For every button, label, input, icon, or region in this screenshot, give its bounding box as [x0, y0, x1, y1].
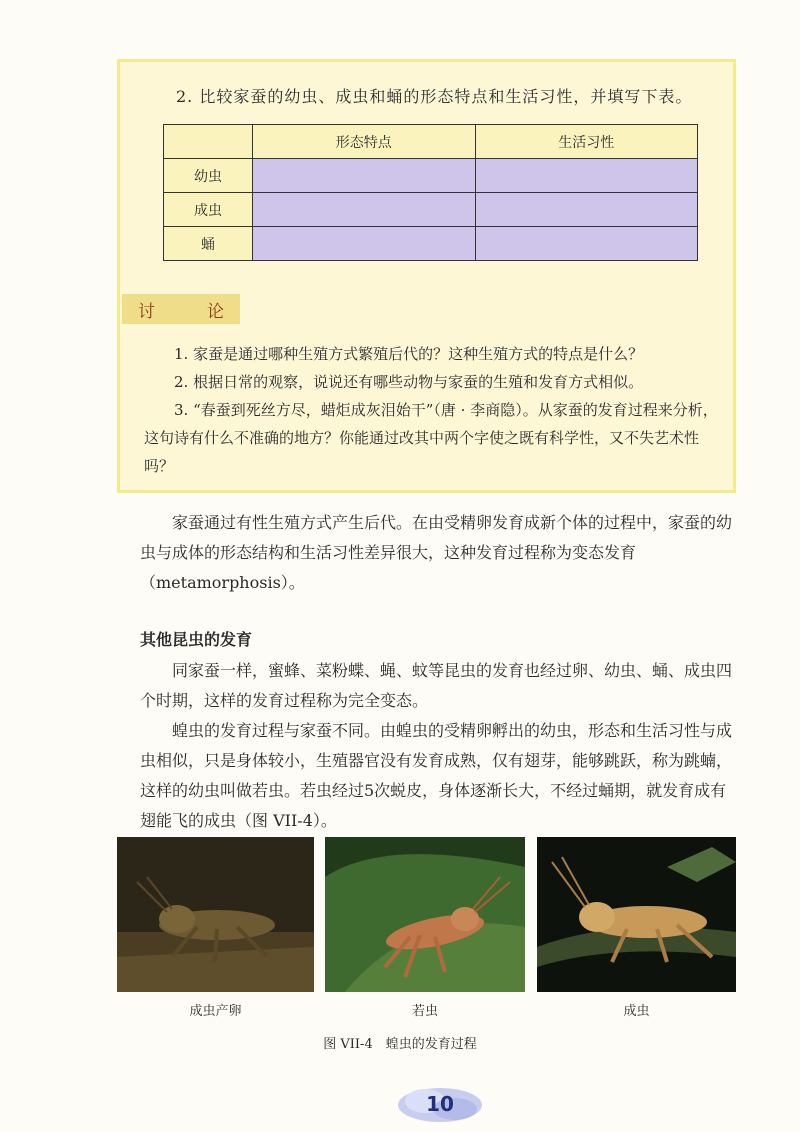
discussion-label [122, 294, 240, 324]
header-habits: 生活习性 [475, 125, 698, 159]
photo-adult [537, 837, 736, 992]
row-label-larva: 幼虫 [164, 159, 253, 193]
task-instruction: 2. 比较家蚕的幼虫、成虫和蛹的形态特点和生活习性，并填写下表。 [176, 87, 693, 106]
table-row [164, 227, 698, 261]
discussion-question-2: 2. 根据日常的观察，说说还有哪些动物与家蚕的生殖和发育方式相似。 [174, 373, 644, 391]
discussion-label-part: 论 [207, 301, 224, 322]
activity-box [117, 59, 736, 493]
cell-adult-habits[interactable] [475, 193, 698, 227]
section-title: 其他昆虫的发育 [140, 630, 253, 649]
page-number-text: 10 [426, 1092, 454, 1116]
paragraph-locust [140, 716, 740, 836]
caption-adult-laying-eggs: 成虫产卵 [189, 1004, 242, 1019]
photo-adult-laying-eggs [117, 837, 314, 992]
figure-caption: 图 VII-4 蝗虫的发育过程 [323, 1037, 477, 1052]
paragraph-text: 同家蚕一样，蜜蜂、菜粉蝶、蝇、蚊等昆虫的发育也经过卵、幼虫、蛹、成虫四个时期，这样的发育过程称为完全变态。 [140, 661, 733, 710]
row-label-pupa: 蛹 [164, 227, 253, 261]
row-label-adult: 成虫 [164, 193, 253, 227]
caption-adult: 成虫 [623, 1004, 650, 1019]
discussion-label-part: 讨 [138, 301, 155, 322]
paragraph-metamorphosis [140, 508, 740, 598]
paragraph-text: 蝗虫的发育过程与家蚕不同。由蝗虫的受精卵孵出的幼虫，形态和生活习性与成虫相似，只是身体较小，生殖器官没有发育成熟，仅有翅芽，能够跳跃，称为跳蝻，这样的幼虫叫做若虫。若虫经过5次蜕皮，身体逐渐长大，不经过蛹期，就发育成有翅能飞的成虫（图 VII-4）。 [140, 721, 733, 830]
table-row [164, 193, 698, 227]
page-number [395, 1083, 485, 1125]
photo-nymph [325, 837, 525, 992]
cell-larva-morphology[interactable] [253, 159, 476, 193]
table-row [164, 159, 698, 193]
paragraph-text: 家蚕通过有性生殖方式产生后代。在由受精卵发育成新个体的过程中，家蚕的幼虫与成体的形态结构和生活习性差异很大，这种发育过程称为变态发育（metamorphosis）。 [140, 513, 733, 592]
cell-larva-habits[interactable] [475, 159, 698, 193]
header-morphology: 形态特点 [253, 125, 476, 159]
discussion-question-3: 3. “春蚕到死丝方尽，蜡炬成灰泪始干”（唐 · 李商隐）。从家蚕的发育过程来分析，这句诗有什么不准确的地方？你能通过改其中两个字使之既有科学性，又不失艺术性吗？ [144, 401, 718, 475]
comparison-table [163, 124, 698, 261]
cell-pupa-morphology[interactable] [253, 227, 476, 261]
caption-nymph: 若虫 [411, 1004, 438, 1019]
discussion-question-1: 1. 家蚕是通过哪种生殖方式繁殖后代的？这种生殖方式的特点是什么？ [174, 345, 644, 363]
grasshopper-adult-image [537, 837, 736, 992]
paragraph-complete-metamorphosis [140, 656, 740, 716]
grasshopper-laying-eggs-image [117, 837, 314, 992]
grasshopper-nymph-image [325, 837, 525, 992]
table-corner [164, 125, 253, 159]
cell-pupa-habits[interactable] [475, 227, 698, 261]
cell-adult-morphology[interactable] [253, 193, 476, 227]
